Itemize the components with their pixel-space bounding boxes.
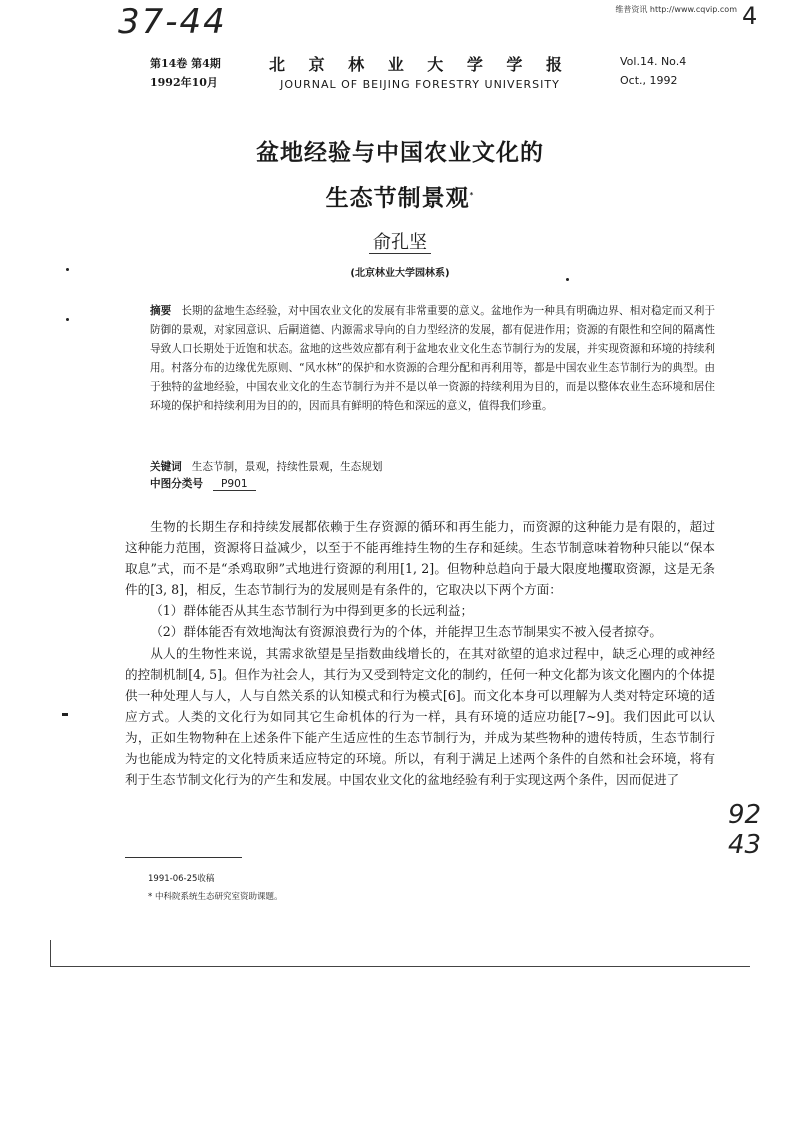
handwritten-page-range: 37-44 [118,2,227,42]
title-line-2 [150,174,650,220]
classification-code: P901 [213,478,256,491]
abstract-text: 长期的盆地生态经验，对中国农业文化的发展有非常重要的意义。盆地作为一种具有明确边界、相对稳定而又利于防御的景观，对家园意识、后嗣道德、内源需求导向的自力型经济的发展，都有促进作用；资源的有限性和空间的隔离性导致人口长期处于近饱和状态。盆地的这些效应都有利于盆地农业文化生态节制行为的发展，并实现资源和环境的持续利用。村落分布的边缘优先原则、“风水林”的保护和水资源的合理分配和再利用等，都是中国农业生态节制行为的典型。由于独特的盆地经验，中国农业文化的生态节制行为并不是以单一资源的持续利用为目的，而是以整体农业生态环境和居住环境的保护和持续利用为目的的，因而具有鲜明的特色和深远的意义，值得我们珍重。 [150,305,716,412]
paragraph: （1）群体能否从其生态节制行为中得到更多的长远利益； [150,603,474,619]
author-name: 俞孔坚 [369,232,431,254]
header-center [250,52,590,91]
handwritten-corner-mark: 4 [742,2,758,30]
footnotes [148,870,282,906]
author [300,228,500,254]
affiliation: (北京林业大学园林系) [350,268,450,279]
title-line-1: 盆地经验与中国农业文化的 [256,140,544,166]
received-date: 1991-06-25收稿 [148,874,215,884]
paragraph: 从人的生物性来说，其需求欲望是呈指数曲线增长的，在其对欲望的追求过程中，缺乏心理的或神经的控制机制[4, 5]。但作为社会人，其行为又受到特定文化的制约，任何一种文化都为该文化圈内的个体提供一种处理人与人，人与自然关系的认知模式和行为模式[6]。而文化本身可以理解为人类对特定环境的适应方式。人类的文化行为如同其它生命机体的行为一样，具有环境的适应功能[7~9]。我们因此可以认为，正如生物物种在上述条件下能产生适应性的生态节制行为，并成为某些物种的遗传特质，生态节制行为也能成为特定的文化特质来适应特定的环境。所以，有利于满足上述两个条件的自然和社会环境，将有利于生态节制文化行为的产生和发展。中国农业文化的盆地经验有利于实现这两个条件，因而促进了 [125,645,715,788]
keywords-text: 生态节制，景观，持续性景观，生态规划 [191,461,383,473]
scan-line [50,966,750,967]
abstract-label: 摘要 [150,305,172,317]
title-footnote-mark: * [469,191,475,199]
scan-line-vertical [50,940,51,967]
journal-name-en: JOURNAL OF BEIJING FORESTRY UNIVERSITY [280,78,560,91]
journal-name-cn: 北 京 林 业 大 学 学 报 [269,55,571,74]
watermark: 维普资讯 http://www.cqvip.com [615,5,737,14]
keywords [150,459,715,474]
paragraph: 生物的长期生存和持续发展都依赖于生存资源的循环和再生能力，而资源的这种能力是有限的，超过这种能力范围，资源将日益减少，以至于不能再维持生物的生存和延续。生态节制意味着物种只能以“保本取息”式，而不是“杀鸡取卵”式地进行资源的利用[1, 2]。但物种总趋向于最大限度地攫取资源，这是无条件的[3, 8]，相反，生态节制行为的发展则是有条件的，它取决以下两个方面： [125,519,715,598]
classification-label: 中图分类号 [150,478,203,490]
classification [150,476,715,491]
scan-dot [566,278,569,281]
volume-en: Vol.14. No.4 [620,55,687,68]
article-title [150,132,650,220]
funding-note: * 中科院系统生态研究室资助课题。 [148,892,283,902]
date-en: Oct., 1992 [620,74,678,87]
scan-dot [66,318,69,321]
header-right [620,52,686,90]
keywords-label: 关键词 [150,461,182,473]
scan-dot [66,268,69,271]
footnote-rule [125,857,242,858]
paragraph: （2）群体能否有效地淘汰有资源浪费行为的个体，并能捍卫生态节制果实不被入侵者掠夺。 [150,624,662,640]
header-left [150,54,221,92]
scan-dot [62,713,68,716]
body-text [125,516,715,790]
title-line-2-text: 生态节制景观 [325,185,470,212]
handwritten-side-note: 92 43 [728,800,762,860]
volume-cn: 第14卷 第4期 [150,57,221,70]
date-cn: 1992年10月 [150,76,218,89]
abstract [150,302,715,416]
